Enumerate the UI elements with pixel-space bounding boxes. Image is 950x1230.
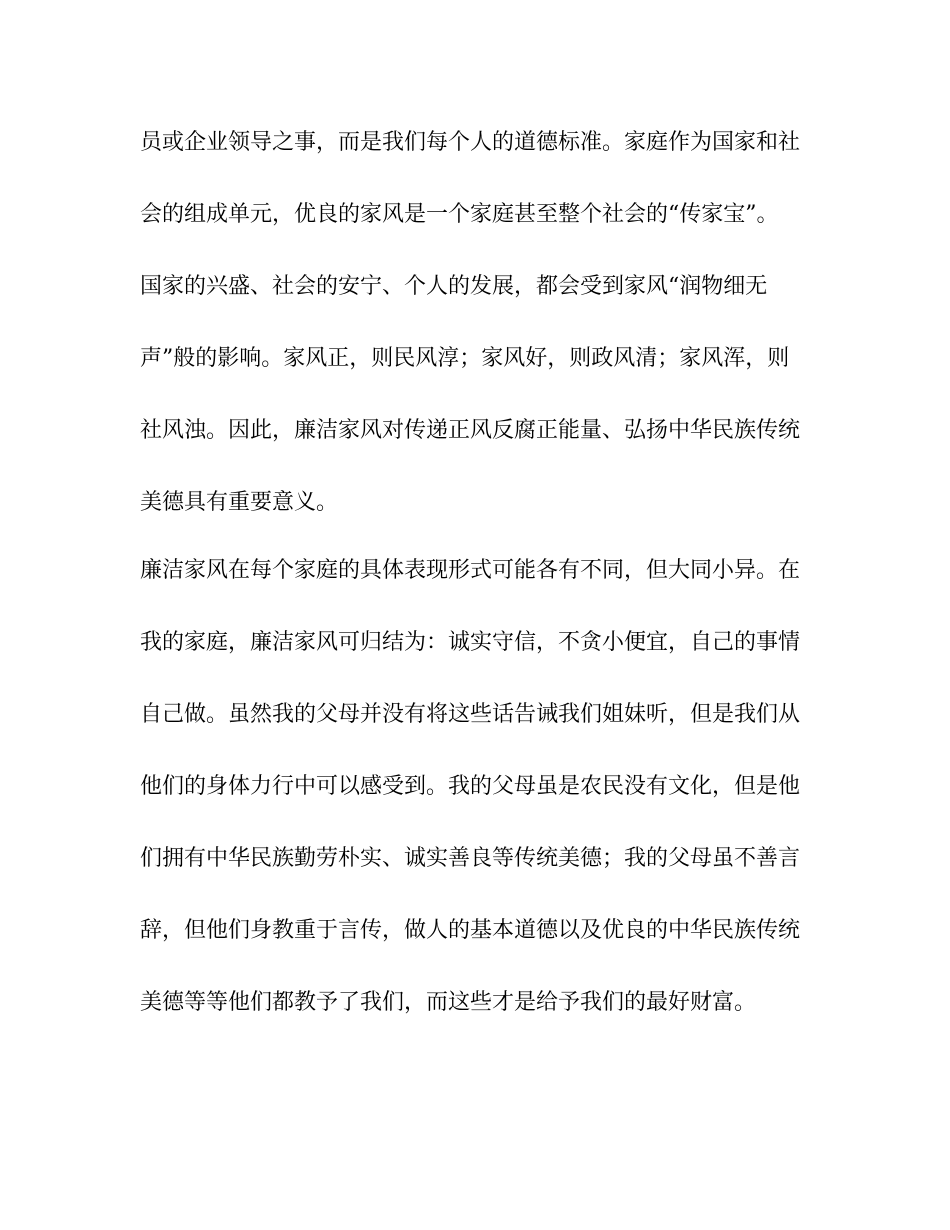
paragraph-line: 社风浊。因此，廉洁家风对传递正风反腐正能量、弘扬中华民族传统 <box>140 418 801 443</box>
paragraph-line: 我的家庭，廉洁家风可归结为：诚实守信，不贪小便宜，自己的事情 <box>140 630 801 655</box>
paragraph-line: 国家的兴盛、社会的安宁、个人的发展，都会受到家风“润物细无 <box>140 274 768 299</box>
paragraph-line: 辞，但他们身教重于言传，做人的基本道德以及优良的中华民族传统 <box>140 918 801 943</box>
paragraph-line: 美德具有重要意义。 <box>140 490 339 515</box>
paragraph-line: 美德等等他们都教予了我们，而这些才是给予我们的最好财富。 <box>140 990 757 1015</box>
paragraph-line: 他们的身体力行中可以感受到。我的父母虽是农民没有文化，但是他 <box>140 774 801 799</box>
paragraph-1 <box>140 128 800 560</box>
paragraph-line: 员或企业领导之事，而是我们每个人的道德标准。家庭作为国家和社 <box>140 130 801 155</box>
paragraph-line: 廉洁家风在每个家庭的具体表现形式可能各有不同，但大同小异。在 <box>140 558 801 583</box>
paragraph-line: 们拥有中华民族勤劳朴实、诚实善良等传统美德；我的父母虽不善言 <box>140 846 801 871</box>
paragraph-line: 会的组成单元，优良的家风是一个家庭甚至整个社会的“传家宝”。 <box>140 202 779 227</box>
paragraph-line: 声”般的影响。家风正，则民风淳；家风好，则政风清；家风浑，则 <box>140 346 790 371</box>
paragraph-2 <box>140 556 800 1060</box>
paragraph-line: 自己做。虽然我的父母并没有将这些话告诫我们姐妹听，但是我们从 <box>140 702 801 727</box>
